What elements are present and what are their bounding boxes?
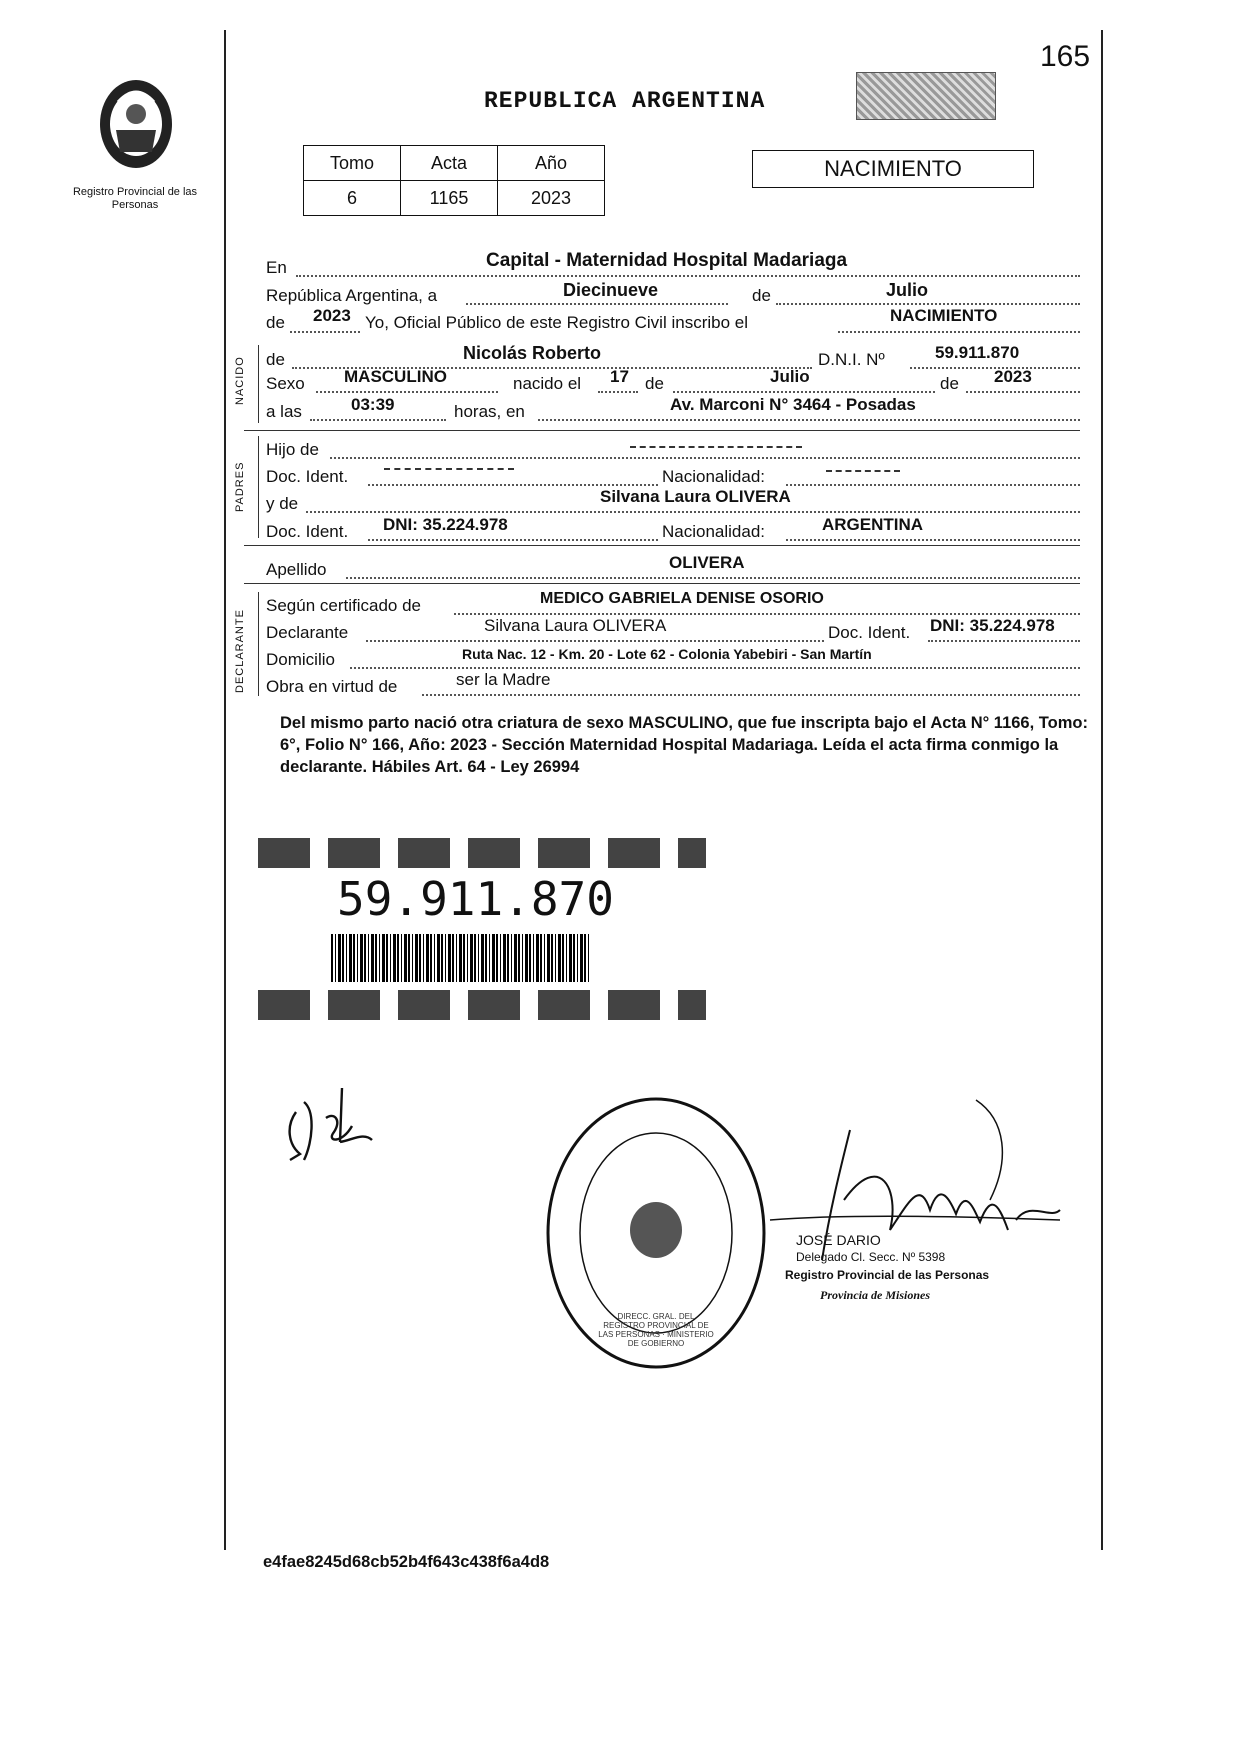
stamp-number: 59.911.870 — [337, 872, 614, 926]
sexo-value: MASCULINO — [344, 367, 447, 386]
apellido-label: Apellido — [266, 560, 327, 579]
mother-nationality-value: ARGENTINA — [822, 515, 924, 534]
certificado-label: Según certificado de — [266, 596, 421, 615]
birth-month-value: Julio — [770, 367, 810, 386]
y-de-label: y de — [266, 494, 299, 513]
mother-doc-value: DNI: 35.224.978 — [383, 515, 508, 534]
nacido-section-label: NACIDO — [234, 356, 246, 405]
place-value: Capital - Maternidad Hospital Madariaga — [486, 250, 848, 271]
day-value: Diecinueve — [563, 280, 659, 300]
declarante-section-label: DECLARANTE — [234, 609, 246, 693]
divider-3 — [244, 583, 1080, 584]
nacido-bracket — [258, 345, 259, 423]
horas-label: horas, en — [454, 402, 525, 421]
domicilio-label: Domicilio — [266, 650, 335, 669]
de-label-2: de — [266, 313, 285, 332]
obra-label: Obra en virtud de — [266, 677, 398, 696]
document-hash: e4fae8245d68cb52b4f643c438f6a4d8 — [263, 1553, 550, 1571]
reference-table — [303, 145, 605, 216]
oficial-text: Yo, Oficial Público de este Registro Civil inscribo el — [365, 313, 748, 332]
birth-year-value: 2023 — [994, 367, 1032, 386]
header-stamp — [856, 72, 996, 120]
divider-1 — [244, 430, 1080, 431]
father-nationality-redaction — [826, 470, 900, 472]
en-label: En — [266, 258, 287, 277]
province-shield-icon — [86, 72, 186, 182]
a-las-label: a las — [266, 402, 302, 421]
left-margin-line — [224, 30, 226, 1550]
record-type-box: NACIMIENTO — [752, 150, 1034, 188]
declarante-label: Declarante — [266, 623, 349, 642]
divider-2 — [244, 545, 1080, 546]
declarante-value: Silvana Laura OLIVERA — [484, 616, 667, 635]
father-redaction — [630, 446, 802, 448]
anio-header: Año — [498, 146, 605, 181]
hijo-de-label: Hijo de — [266, 440, 319, 459]
birth-day-value: 17 — [610, 367, 629, 386]
father-doc-label: Doc. Ident. — [266, 467, 349, 486]
mother-name-value: Silvana Laura OLIVERA — [600, 487, 791, 506]
barcode — [331, 934, 589, 982]
certificado-value: MEDICO GABRIELA DENISE OSORIO — [540, 590, 824, 607]
official-name: JOSÉ DARIO — [796, 1232, 881, 1248]
de-label-1: de — [752, 286, 771, 305]
birth-de-label: de — [645, 374, 664, 393]
nacido-de-label: de — [266, 350, 285, 369]
birth-de-label-2: de — [940, 374, 959, 393]
declarante-doc-label: Doc. Ident. — [828, 623, 911, 642]
child-name-value: Nicolás Roberto — [463, 343, 602, 363]
tomo-value: 6 — [304, 181, 401, 216]
year-value: 2023 — [313, 306, 351, 325]
anio-value: 2023 — [498, 181, 605, 216]
nacido-el-label: nacido el — [513, 374, 582, 393]
province-logo — [86, 72, 186, 182]
birthplace-value: Av. Marconi N° 3464 - Posadas — [670, 395, 916, 414]
initials-signature — [282, 1082, 392, 1166]
mother-nationality-label: Nacionalidad: — [662, 522, 766, 541]
time-value: 03:39 — [351, 395, 395, 414]
dni-value: 59.911.870 — [935, 343, 1020, 362]
declarante-doc-value: DNI: 35.224.978 — [930, 616, 1055, 635]
apellido-value: OLIVERA — [669, 553, 745, 572]
page-number: 165 — [1040, 40, 1091, 73]
stamp-pattern-bottom — [258, 990, 706, 1020]
official-line3: Provincia de Misiones — [820, 1288, 930, 1302]
tomo-header: Tomo — [304, 146, 401, 181]
declarante-bracket — [258, 592, 259, 696]
mother-doc-label: Doc. Ident. — [266, 522, 349, 541]
official-line1: Delegado Cl. Secc. Nº 5398 — [796, 1250, 946, 1264]
padres-bracket — [258, 436, 259, 538]
month-value: Julio — [886, 280, 929, 300]
acta-header: Acta — [401, 146, 498, 181]
acta-value: 1165 — [401, 181, 498, 216]
official-line2: Registro Provincial de las Personas — [785, 1268, 990, 1282]
dni-label: D.N.I. Nº — [818, 350, 885, 369]
republica-label: República Argentina, a — [266, 286, 438, 305]
father-nationality-label: Nacionalidad: — [662, 467, 766, 486]
domicilio-value: Ruta Nac. 12 - Km. 20 - Lote 62 - Colonia Yabebiri - San Martín — [462, 646, 872, 662]
act-type-value: NACIMIENTO — [890, 306, 998, 325]
page-title: REPUBLICA ARGENTINA — [484, 88, 766, 114]
seal-text: DIRECC. GRAL. DEL REGISTRO PROVINCIAL DE LAS PERSONAS · MINISTERIO DE GOBIERNO — [598, 1312, 714, 1348]
padres-section-label: PADRES — [234, 461, 246, 512]
official-seal — [538, 1090, 774, 1376]
sexo-label: Sexo — [266, 374, 305, 393]
logo-caption: Registro Provincial de las Personas — [72, 186, 198, 211]
right-margin-line — [1101, 30, 1103, 1550]
father-doc-redaction — [384, 468, 514, 470]
observation-note: Del mismo parto nació otra criatura de sexo MASCULINO, que fue inscripta bajo el Acta N° 1166, Tomo: 6°, Folio N° 166, Año: 2023 - Sección Maternidad Hospital Madariaga. Leída el acta firma conmigo la declarante. Hábiles Art. 64 - Ley 26994 — [280, 714, 1088, 776]
obra-value: ser la Madre — [456, 670, 551, 689]
stamp-pattern-top — [258, 838, 706, 868]
